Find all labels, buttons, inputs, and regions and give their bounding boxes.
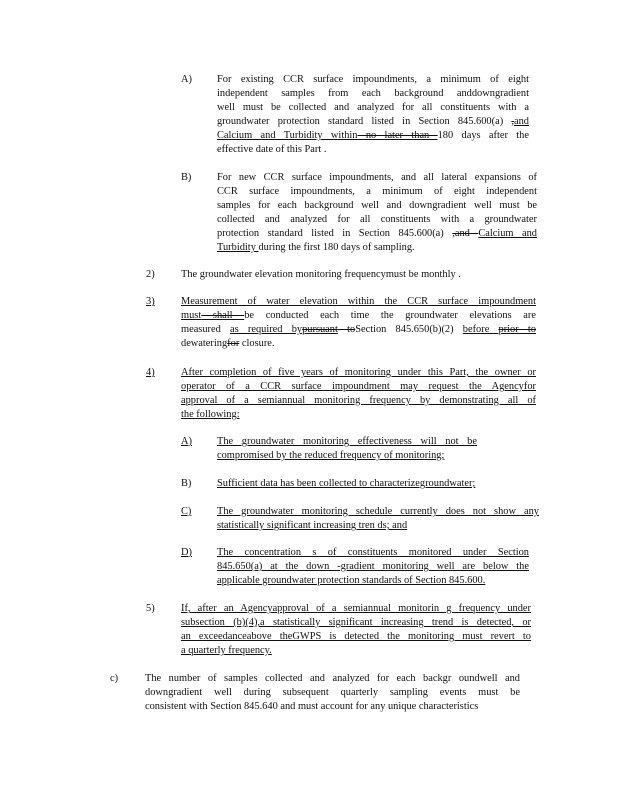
text-run: prior to <box>498 324 536 335</box>
text-run: applicable groundwater protection standards of Section 845.600. <box>217 575 486 586</box>
text-line <box>181 323 536 337</box>
text-run: protection standard listed in Section 845.600(a) <box>217 228 453 239</box>
text-run: Calcium <box>217 130 261 141</box>
text-run: subsection (b)(4),a statistically significant increasing trend is detected, or <box>181 617 531 628</box>
text-line <box>181 394 536 408</box>
text-run: Section 845.650(b)(2) <box>355 324 463 335</box>
text-run: downgradient well during subsequent quarterly sampling events must be <box>145 687 520 698</box>
text-line <box>217 435 477 449</box>
text-run: Calcium and <box>478 228 537 239</box>
text-line <box>217 227 537 241</box>
item-text <box>181 268 511 282</box>
text-run: approval of a semiannual monitoring frequency by demonstrating all of <box>181 395 536 406</box>
text-run: a quarterly frequency. <box>181 645 272 656</box>
item-text <box>181 366 536 422</box>
text-run: The number of samples collected and analyzed for each backgr oundwell and <box>145 673 520 684</box>
text-line <box>217 87 529 101</box>
text-run: , <box>511 116 514 127</box>
text-run: The groundwater monitoring schedule currently does not show any <box>217 506 539 517</box>
text-run: If, after an Agencyapproval of a semiannual monitorin g frequency under <box>181 603 531 614</box>
text-line <box>217 519 539 533</box>
text-line <box>217 185 537 199</box>
text-line <box>181 380 536 394</box>
text-run: closure. <box>239 338 275 349</box>
text-line <box>217 477 497 491</box>
text-line <box>217 449 477 463</box>
item-label: B) <box>181 478 192 489</box>
text-line <box>217 199 537 213</box>
text-line <box>181 337 536 351</box>
text-run: ,and <box>452 228 479 239</box>
text-line <box>181 616 531 630</box>
text-run: pursuant <box>302 324 338 335</box>
item-label: 2) <box>146 269 155 280</box>
text-run: samples for each background well and downgradient well must be <box>217 200 537 211</box>
text-line <box>181 366 536 380</box>
item-text <box>217 546 529 588</box>
item-text <box>217 477 497 491</box>
text-line <box>181 309 536 323</box>
item-label: c) <box>110 673 119 684</box>
item-label: A) <box>181 436 192 447</box>
text-run: for <box>227 338 240 349</box>
item-label: A) <box>181 74 192 85</box>
text-line <box>217 129 529 143</box>
text-run: The concentration s of constituents monitored under Section <box>217 547 529 558</box>
text-run: CCR surface impoundments, a minimum of eight independent <box>217 186 537 197</box>
text-run: statistically significant increasing tren ds; and <box>217 520 408 531</box>
text-run: during the first 180 days of sampling. <box>258 242 415 253</box>
item-text <box>217 73 529 157</box>
text-run: The groundwater monitoring effectiveness will not be <box>217 436 477 447</box>
text-line <box>181 408 536 422</box>
item-label: 3) <box>146 296 155 307</box>
item-label: 5) <box>146 603 155 614</box>
text-line <box>181 295 536 309</box>
text-run: Turbidity <box>217 242 259 253</box>
text-run: well must be collected and analyzed for all constituents with a <box>217 102 529 113</box>
text-line <box>217 241 537 255</box>
item-label: 4) <box>146 367 155 378</box>
text-line <box>181 602 531 616</box>
text-run: no later than <box>357 130 438 141</box>
text-line <box>217 505 539 519</box>
text-run: and Turbidity within <box>260 130 358 141</box>
text-run: Measurement of water elevation within the CCR surface impoundment <box>181 296 536 307</box>
text-run: measured <box>181 324 231 335</box>
item-text <box>181 602 531 658</box>
text-line <box>217 213 537 227</box>
text-run: an exceedanceabove theGWPS is detected the monitoring must revert to <box>181 631 531 642</box>
text-run: independent samples from each background anddowngradient <box>217 88 529 99</box>
text-line <box>217 574 529 588</box>
text-line <box>217 171 537 185</box>
text-run: The groundwater elevation monitoring frequencymust be monthly . <box>181 269 461 280</box>
text-run: operator of a CCR surface impoundment may request the Agencyfor <box>181 381 536 392</box>
text-line <box>217 73 529 87</box>
text-run: groundwater protection standard listed in Section 845.600(a) <box>217 116 512 127</box>
text-run: compromised by the reduced frequency of monitoring; <box>217 450 445 461</box>
text-line <box>181 644 531 658</box>
text-run: 180 days after the <box>437 130 529 141</box>
text-run: Sufficient data has been collected to characterizegroundwater; <box>217 478 476 489</box>
text-run: effective date of this Part . <box>217 144 327 155</box>
text-run: as required by <box>230 324 303 335</box>
text-line <box>217 115 529 129</box>
item-text <box>145 672 520 714</box>
item-text <box>217 171 537 255</box>
text-run: consistent with Section 845.640 and must account for any unique characteristics <box>145 701 479 712</box>
text-run: shall <box>201 310 245 321</box>
text-line <box>217 546 529 560</box>
text-run: to <box>337 324 356 335</box>
text-line <box>181 630 531 644</box>
item-label: D) <box>181 547 192 558</box>
item-label: C) <box>181 506 192 517</box>
text-line <box>145 700 520 714</box>
text-run: After completion of five years of monitoring under this Part, the owner or <box>181 367 536 378</box>
text-run: collected and analyzed for all constituents with a groundwater <box>217 214 537 225</box>
item-text <box>181 295 536 351</box>
text-run: and <box>513 116 529 127</box>
item-label: B) <box>181 172 192 183</box>
text-line <box>145 672 520 686</box>
item-text <box>217 435 477 463</box>
text-run: For existing CCR surface impoundments, a minimum of eight <box>217 74 529 85</box>
text-run: 845.650(a) at the down -gradient monitoring well are below the <box>217 561 529 572</box>
text-line <box>181 268 511 282</box>
text-run: the following: <box>181 409 240 420</box>
item-text <box>217 505 539 533</box>
text-run: be conducted each time the groundwater elevations are <box>244 310 536 321</box>
text-run: before <box>462 324 499 335</box>
text-line <box>217 101 529 115</box>
text-line <box>217 560 529 574</box>
text-line <box>217 143 529 157</box>
text-run: must <box>181 310 202 321</box>
text-line <box>145 686 520 700</box>
text-run: dewatering <box>181 338 228 349</box>
text-run: For new CCR surface impoundments, and all lateral expansions of <box>217 172 537 183</box>
